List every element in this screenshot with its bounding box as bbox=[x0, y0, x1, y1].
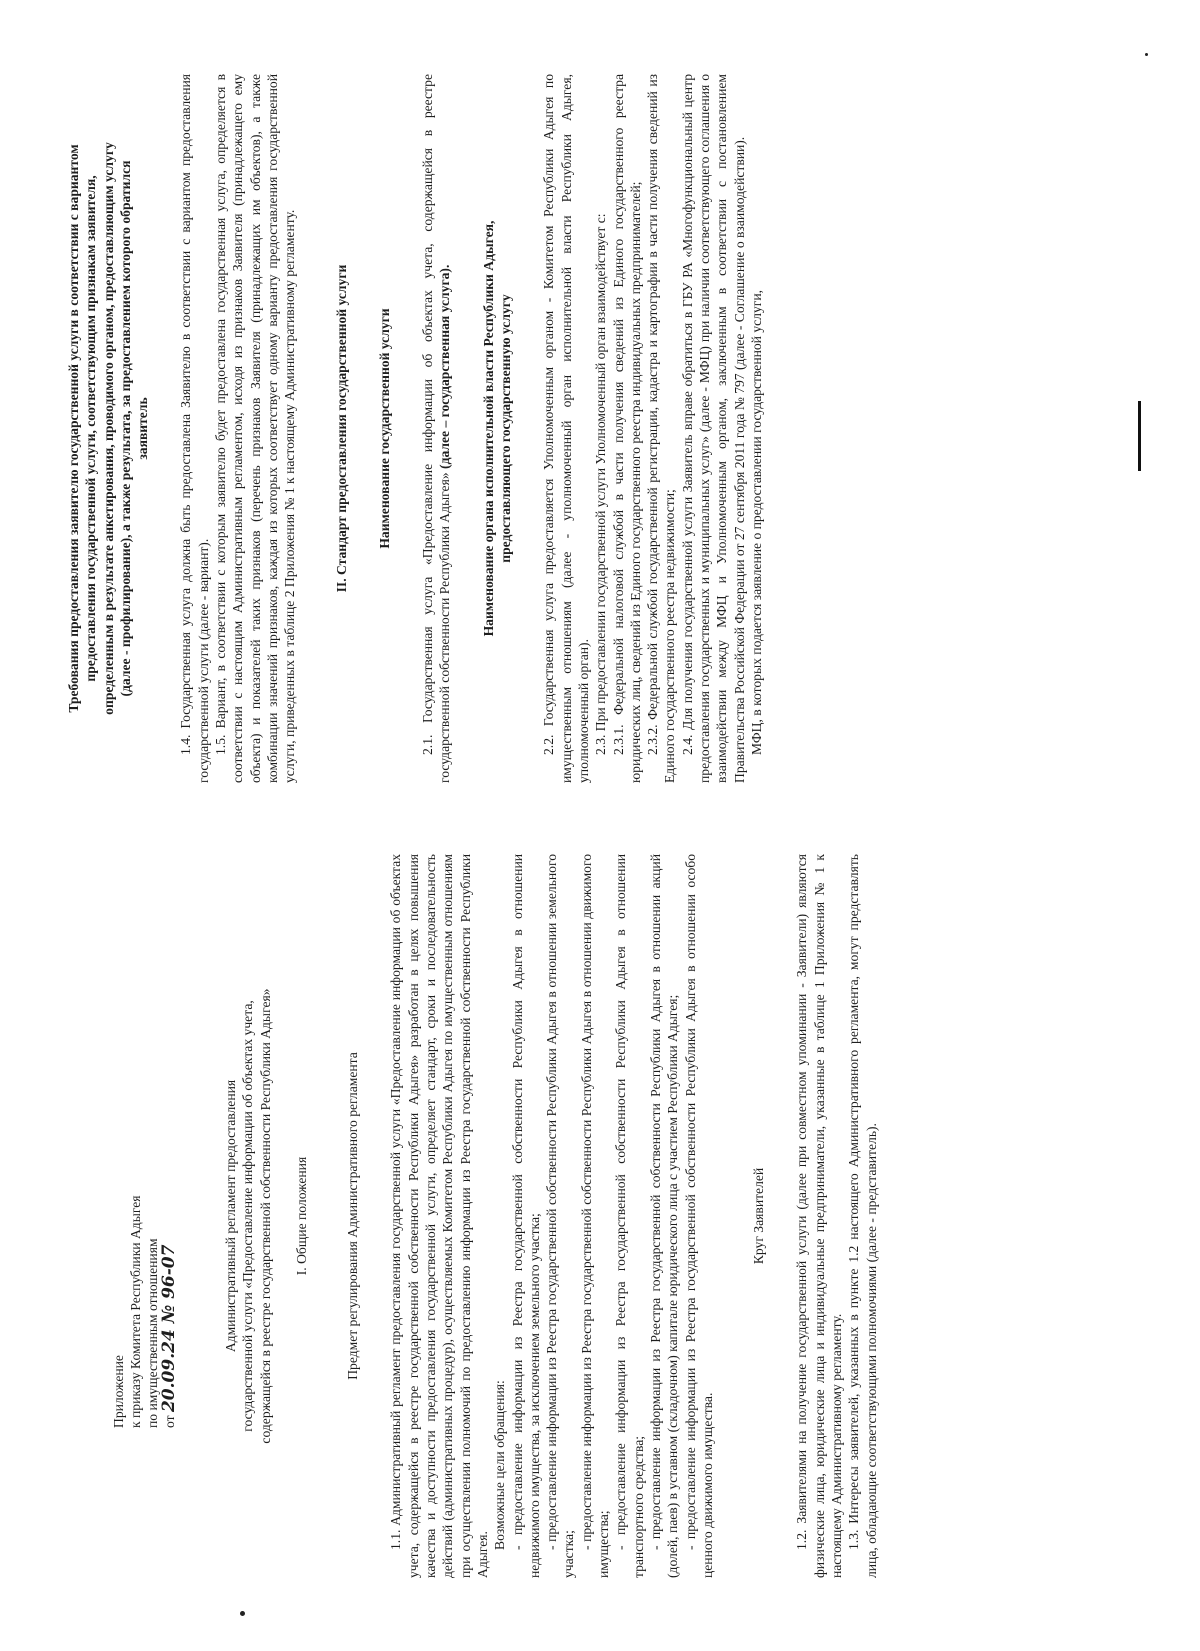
title-line: содержащейся в реестре государственной собственности Республики Адыгея» bbox=[257, 988, 273, 1444]
section-heading-2: II. Стандарт предоставления государственной услуги bbox=[333, 264, 349, 593]
purpose-item: - предоставление информации из Реестра государственной собственности Республики Адыгея в отношении транспортного средства; bbox=[613, 854, 646, 1578]
left-page bbox=[0, 836, 1200, 1596]
paragraph-2-1 bbox=[419, 74, 454, 783]
approval-line: Приложение bbox=[111, 1355, 126, 1428]
paragraph-2-3-2: 2.3.2. Федеральной службой государственной регистрации, кадастра и картографии в части получения сведений из Единого государственного реестра недвижимости; bbox=[645, 74, 678, 783]
page-number-mark bbox=[1138, 401, 1141, 471]
purpose-item: - предоставление информации из Реестра государственной собственности Республики Адыгея в отношении акций (долей, паев) в уставном (складочном) капитале юридического лица с участием Республики Адыгея; bbox=[647, 854, 681, 1578]
organ-heading bbox=[480, 74, 515, 783]
paragraph-2-3-1: 2.3.1. Федеральной налоговой службой в части получения сведений из Единого государственного реестра юридических лиц, сведений из Единого государственного реестра индивидуальных предпринимателей; bbox=[610, 74, 643, 783]
section-heading-1: I. Общие положения bbox=[293, 1156, 309, 1276]
applicants-heading: Круг Заявителей bbox=[751, 1167, 767, 1265]
paragraph-2-3: 2.3. При предоставлении государственной услуги Уполномоченный орган взаимодействует с: bbox=[593, 213, 609, 755]
scan-speck bbox=[240, 1611, 245, 1616]
organ-heading-line: Наименование органа исполнительной власти Республики Адыгея, bbox=[480, 220, 496, 637]
purpose-item: - предоставление информации из Реестра государственной собственности Республики Адыгея в отношении земельного участка; bbox=[544, 854, 577, 1578]
paragraph-1-3: 1.3. Интересы заявителей, указанных в пункте 1.2 настоящего Административного регламента, могут представлять лица, обладающие соответствующими полномочиями (далее - представитель). bbox=[846, 854, 879, 1578]
paragraph-1-4: 1.4. Государственная услуга должна быть предоставлена Заявителю в соответствии с вариантом предоставления государственной услуги (далее - вариант). bbox=[178, 74, 211, 783]
approval-date-line bbox=[161, 854, 178, 1428]
approval-block bbox=[110, 854, 178, 1578]
service-name-heading: Наименование государственной услуги bbox=[376, 308, 392, 549]
paragraph-2-1-text: 2.1. Государственная услуга «Предоставление информации об объектах учета, содержащейся в реестре государственной собственности Республики Адыгея» bbox=[420, 74, 453, 783]
paragraph-2-4-last: МФЦ, в которых подается заявление о предоставлении государственной услуги, bbox=[748, 289, 764, 755]
paragraph-1-2: 1.2. Заявителями на получение государственной услуги (далее при совместном упоминании - Заявители) являются физические лица, юридические лица и индивидуальные предприниматели, указанные в таблице 1 Приложения № 1 к настоящему Административному регламенту. bbox=[794, 854, 845, 1578]
approval-date-prefix: от bbox=[162, 1415, 177, 1428]
purpose-item: - предоставление информации из Реестра государственной собственности Республики Адыгея в отношении движимого имущества; bbox=[578, 854, 612, 1578]
paragraph-2-4: 2.4. Для получения государственной услуги Заявитель вправе обратиться в ГБУ РА «Многофункциональный центр предоставления государственных и муниципальных услуг» (далее - МФЦ) при наличии соответствующего соглашения о взаимодействии между МФЦ и Уполномоченным органом, заключенным в соответствии с постановлением Правительства Российской Федерации от 27 сентября 2011 года № 797 (далее - Соглашение о взаимодействии). bbox=[679, 74, 747, 783]
subject-heading: Предмет регулирования Административного регламента bbox=[345, 1052, 361, 1380]
organ-heading-line: предоставляющего государственную услугу bbox=[498, 294, 514, 563]
approval-line: по имущественным отношениям bbox=[145, 1238, 160, 1428]
paragraph-2-1-note: (далее – государственная услуга). bbox=[437, 264, 453, 469]
paragraph-1-5: 1.5. Вариант, в соответствии с которым заявителю будет предоставлена государственная услуга, определяется в соответствии с настоящим Административным регламентом, исходя из признаков Заявителя (принадлежащего ему объекта) и показателей таких признаков (перечень признаков Заявителя (принадлежащих им объектов), а также комбинации значений признаков, каждая из которых соответствует одному варианту предоставления государственной услуги, приведенных в таблице 2 Приложения № 1 к настоящему Административному регламенту. bbox=[213, 74, 298, 783]
purpose-item: - предоставление информации из Реестра государственной собственности Республики Адыгея в отношении особо ценного движимого имущества. bbox=[682, 854, 715, 1578]
right-page bbox=[0, 56, 1200, 801]
title-line: государственной услуги «Предоставление информации об объектах учета, bbox=[240, 1000, 256, 1432]
purposes-intro: Возможные цели обращения: bbox=[492, 1380, 508, 1550]
document-title bbox=[222, 854, 274, 1578]
approval-line: к приказу Комитета Республики Адыгея bbox=[128, 1195, 143, 1428]
paragraph-1-1: 1.1. Административный регламент предоставления государственной услуги «Предоставление информации об объектах учета, содержащейся в реестре государственной собственности Республики Адыгея» разработан в целях повышения качества и доступности предоставления государственной услуги, определяет стандарт, сроки и последовательность действий (административных процедур), осуществляемых Комитетом Республики Адыгея по имущественным отношениям при осуществлении полномочий по предоставлению информации из Реестра государственной собственности Республики Адыгея. bbox=[388, 854, 490, 1578]
title-line: Административный регламент предоставления bbox=[223, 1079, 238, 1353]
requirements-heading: Требования предоставления заявителю государственной услуги в соответствии с вариантом предоставления государственной услуги, соответствующим признакам заявителя, определенным в результате анкетирования, проводимого органом, предоставляющим услугу (далее - профилирование), а также результата, за предоставлением которого обратился заявитель bbox=[66, 142, 151, 715]
purpose-item: - предоставление информации из Реестра государственной собственности Республики Адыгея в отношении недвижимого имущества, за исключением земельного участка; bbox=[509, 854, 542, 1578]
paragraph-2-2: 2.2. Государственная услуга предоставляется Уполномоченным органом - Комитетом Республики Адыгея по имущественным отношениям (далее - уполномоченный орган исполнительной власти Республики Адыгея, уполномоченный орган). bbox=[541, 74, 591, 783]
handwritten-date-number: 20.09.24 № 96-07 bbox=[159, 1244, 179, 1413]
